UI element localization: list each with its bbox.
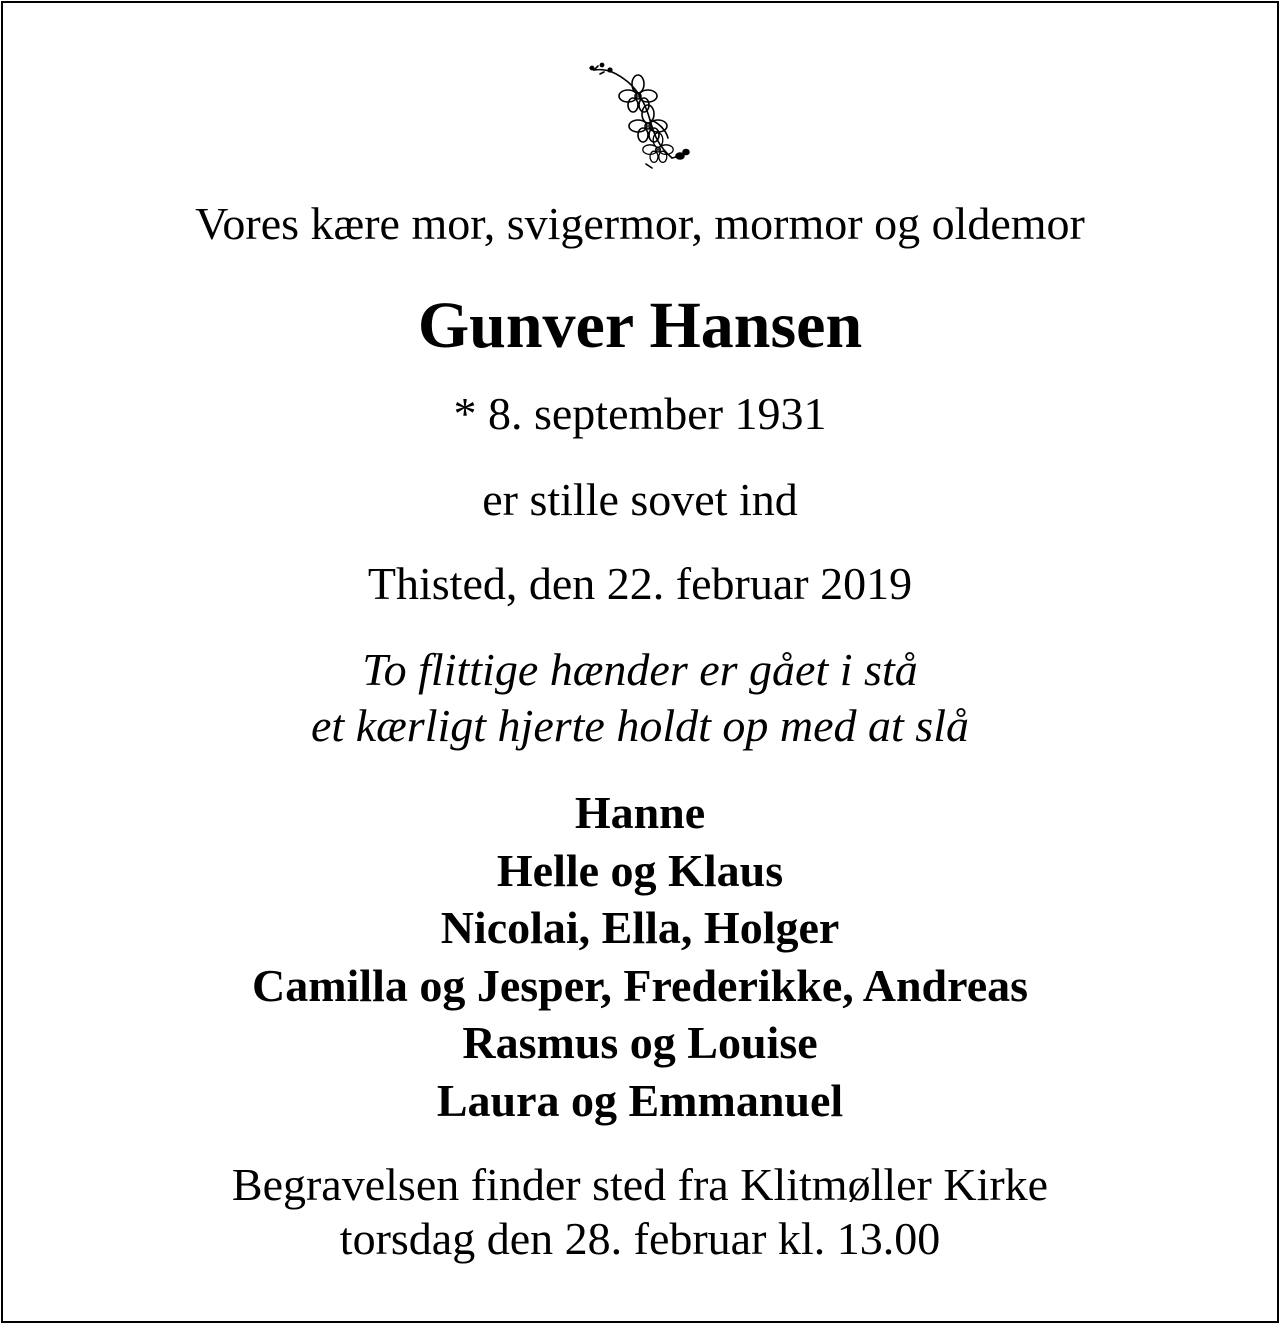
family-line: Helle og Klaus [496, 844, 784, 896]
family-line: Camilla og Jesper, Frederikke, Andreas [251, 959, 1029, 1011]
funeral-info [0, 1158, 1280, 1266]
orchid-branch-icon [588, 60, 698, 172]
family-line: Nicolai, Ella, Holger [440, 902, 840, 953]
birth-date: * 8. september 1931 [453, 388, 827, 439]
verse-line: To flittige hænder er gået i stå [362, 644, 918, 695]
verse [0, 642, 1280, 754]
place-date: Thisted, den 22. februar 2019 [367, 558, 913, 609]
passed-line: er stille sovet ind [482, 474, 798, 525]
deceased-name: Gunver Hansen [417, 289, 863, 362]
family-line: Laura og Emmanuel [436, 1074, 844, 1126]
family-line: Rasmus og Louise [462, 1017, 818, 1068]
verse-line: et kærligt hjerte holdt op med at slå [311, 700, 969, 751]
family-line: Hanne [574, 787, 706, 838]
intro-line: Vores kære mor, svigermor, mormor og oldemor [195, 198, 1085, 249]
family-list [0, 784, 1280, 1129]
funeral-line: Begravelsen finder sted fra Klitmøller Kirke [231, 1159, 1049, 1210]
funeral-line: torsdag den 28. februar kl. 13.00 [339, 1213, 941, 1264]
